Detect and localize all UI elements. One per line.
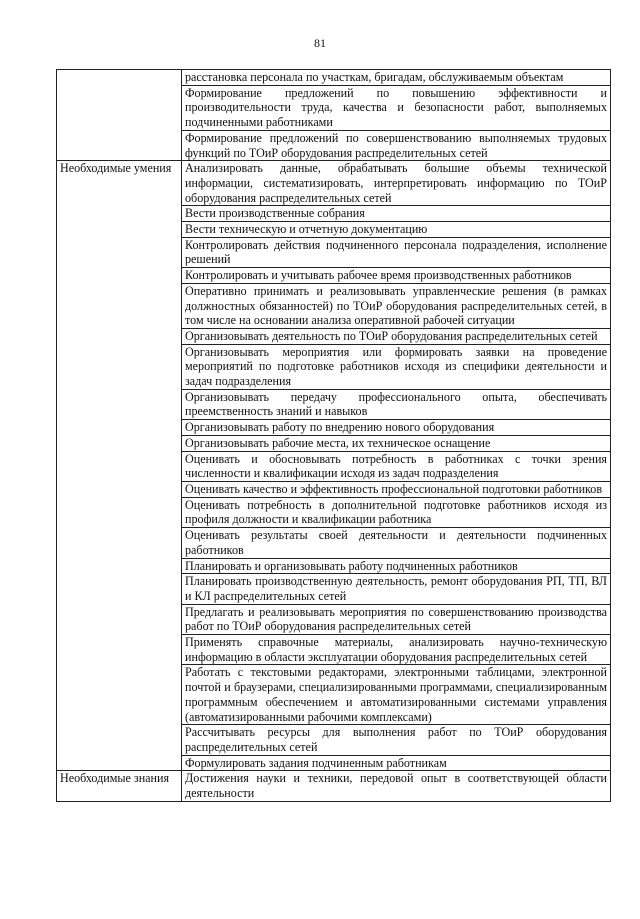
row-text: Планировать и организовывать работу подчиненных работников xyxy=(182,558,611,574)
page-number: 81 xyxy=(314,36,326,50)
row-text: Организовывать деятельность по ТОиР оборудования распределительных сетей xyxy=(182,328,611,344)
row-text: Вести техническую и отчетную документацию xyxy=(182,222,611,238)
row-text: Организовывать мероприятия или формировать заявки на проведение мероприятий по подготовке работников исходя из специфики деятельности и задач подразделения xyxy=(182,344,611,389)
table-row xyxy=(57,70,611,86)
table-row xyxy=(57,161,611,206)
row-text: Организовывать передачу профессионального опыта, обеспечивать преемственность знаний и навыков xyxy=(182,389,611,419)
row-text: Применять справочные материалы, анализировать научно-техническую информацию в области эксплуатации оборудования распределительных сетей xyxy=(182,635,611,665)
row-text: Оценивать результаты своей деятельности и деятельности подчиненных работников xyxy=(182,528,611,558)
row-text: Оперативно принимать и реализовывать управленческие решения (в рамках должностных обязанностей) по ТОиР оборудования распределительных сетей, в том числе на основании анализа оперативной рабочей ситуации xyxy=(182,283,611,328)
row-text: Вести производственные собрания xyxy=(182,206,611,222)
row-text: Работать с текстовыми редакторами, электронными таблицами, электронной почтой и браузерами, специализированными программами, специализированным программным обеспечением и автоматизированными системами управления (автоматизированными рабочими комплексами) xyxy=(182,665,611,725)
row-text: Анализировать данные, обрабатывать большие объемы технической информации, систематизировать, интерпретировать информацию по ТОиР оборудования распределительных сетей xyxy=(182,161,611,206)
row-text: Контролировать действия подчиненного персонала подразделения, исполнение решений xyxy=(182,237,611,267)
section-label-skills: Необходимые умения xyxy=(57,161,182,771)
row-text: Организовывать рабочие места, их техническое оснащение xyxy=(182,435,611,451)
section-label-knowledge: Необходимые знания xyxy=(57,771,182,801)
table-row xyxy=(57,771,611,801)
row-text: Формулировать задания подчиненным работникам xyxy=(182,755,611,771)
row-text: Организовывать работу по внедрению нового оборудования xyxy=(182,420,611,436)
row-text: Рассчитывать ресурсы для выполнения работ по ТОиР оборудования распределительных сетей xyxy=(182,725,611,755)
row-label xyxy=(57,70,182,161)
row-text: Оценивать потребность в дополнительной подготовке работников исходя из профиля должности и квалификации работника xyxy=(182,497,611,527)
row-text: Контролировать и учитывать рабочее время производственных работников xyxy=(182,268,611,284)
row-text: Оценивать качество и эффективность профессиональной подготовки работников xyxy=(182,481,611,497)
competency-table xyxy=(56,69,611,802)
row-text: Достижения науки и техники, передовой опыт в соответствующей области деятельности xyxy=(182,771,611,801)
row-text: Оценивать и обосновывать потребность в работниках с точки зрения численности и квалификации исходя из задач подразделения xyxy=(182,451,611,481)
row-text: Формирование предложений по повышению эффективности и производительности труда, качества и безопасности работ, выполняемых подчиненными работниками xyxy=(182,85,611,130)
row-text: Формирование предложений по совершенствованию выполняемых трудовых функций по ТОиР оборудования распределительных сетей xyxy=(182,130,611,160)
row-text: Планировать производственную деятельность, ремонт оборудования РП, ТП, ВЛ и КЛ распределительных сетей xyxy=(182,574,611,604)
row-text: расстановка персонала по участкам, бригадам, обслуживаемым объектам xyxy=(182,70,611,86)
row-text: Предлагать и реализовывать мероприятия по совершенствованию производства работ по ТОиР оборудования распределительных сетей xyxy=(182,604,611,634)
